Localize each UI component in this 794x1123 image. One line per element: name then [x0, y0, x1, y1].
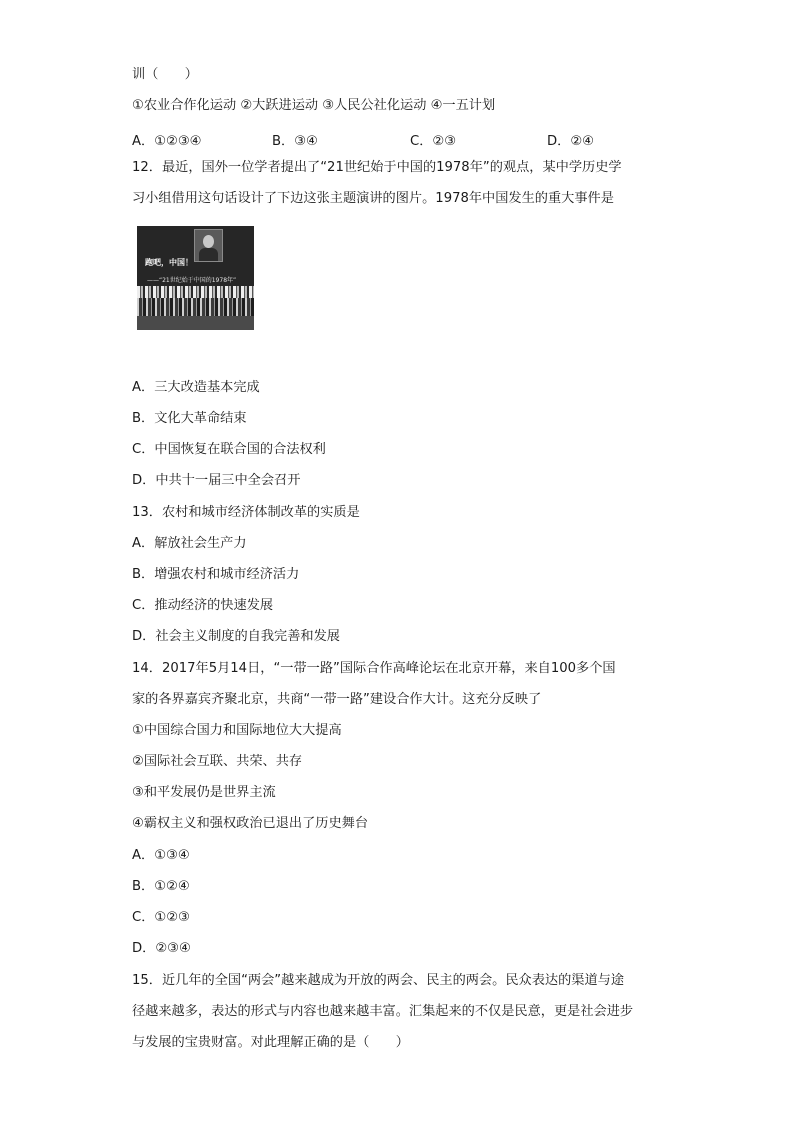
- q13-option-a[interactable]: A．解放社会生产力: [132, 536, 247, 551]
- q12-option-a[interactable]: A．三大改造基本完成: [132, 380, 260, 395]
- q15-stem-line-2: 径越来越多，表达的形式与内容也越来越丰富。汇集起来的不仅是民意，更是社会进步: [132, 1004, 634, 1019]
- q11-items: ①农业合作化运动 ②大跃进运动 ③人民公社化运动 ④一五计划: [132, 98, 496, 113]
- q11-option-c[interactable]: C．②③: [410, 134, 457, 149]
- q14-stem-line-1: 14．2017年5月14日，“一带一路”国际合作高峰论坛在北京开幕，来自100多个国: [132, 661, 616, 676]
- q13-option-d[interactable]: D．社会主义制度的自我完善和发展: [132, 629, 340, 644]
- q12-option-b[interactable]: B．文化大革命结束: [132, 411, 247, 426]
- q13-stem: 13．农村和城市经济体制改革的实质是: [132, 505, 360, 520]
- q14-item-4: ④霸权主义和强权政治已退出了历史舞台: [132, 816, 369, 831]
- q15-stem-line-1: 15．近几年的全国“两会”越来越成为开放的两会、民主的两会。民众表达的渠道与途: [132, 973, 625, 988]
- q12-stem-line-1: 12．最近，国外一位学者提出了“21世纪始于中国的1978年”的观点，某中学历史学: [132, 160, 622, 175]
- q15-stem-line-3: 与发展的宝贵财富。对此理解正确的是（ ）: [132, 1035, 409, 1050]
- q14-option-c[interactable]: C．①②③: [132, 910, 190, 925]
- q14-option-a[interactable]: A．①③④: [132, 848, 190, 863]
- q14-option-b[interactable]: B．①②④: [132, 879, 190, 894]
- q14-item-3: ③和平发展仍是世界主流: [132, 785, 276, 800]
- q13-option-b[interactable]: B．增强农村和城市经济活力: [132, 567, 300, 582]
- q11-option-d[interactable]: D．②④: [547, 134, 594, 149]
- q12-option-c[interactable]: C．中国恢复在联合国的合法权利: [132, 442, 326, 457]
- q14-option-d[interactable]: D．②③④: [132, 941, 191, 956]
- q13-option-c[interactable]: C．推动经济的快速发展: [132, 598, 274, 613]
- portrait-image: [194, 229, 223, 262]
- q11-options: [132, 130, 692, 149]
- q11-option-a[interactable]: A．①②③④: [132, 134, 202, 149]
- photo-subtitle: ——“21世纪始于中国的1978年”: [147, 277, 237, 284]
- q14-item-2: ②国际社会互联、共荣、共存: [132, 754, 303, 769]
- q11-option-b[interactable]: B．③④: [272, 134, 318, 149]
- q12-stem-line-2: 习小组借用这句话设计了下边这张主题演讲的图片。1978年中国发生的重大事件是: [132, 191, 614, 206]
- photo-title: 跑吧，中国！: [145, 258, 193, 267]
- q12-theme-photo: [137, 226, 254, 330]
- q12-option-d[interactable]: D．中共十一届三中全会召开: [132, 473, 301, 488]
- q14-stem-line-2: 家的各界嘉宾齐聚北京，共商“一带一路”建设合作大计。这充分反映了: [132, 692, 542, 707]
- q14-item-1: ①中国综合国力和国际地位大大提高: [132, 723, 342, 738]
- q11-stem-tail: 训（ ）: [132, 67, 198, 82]
